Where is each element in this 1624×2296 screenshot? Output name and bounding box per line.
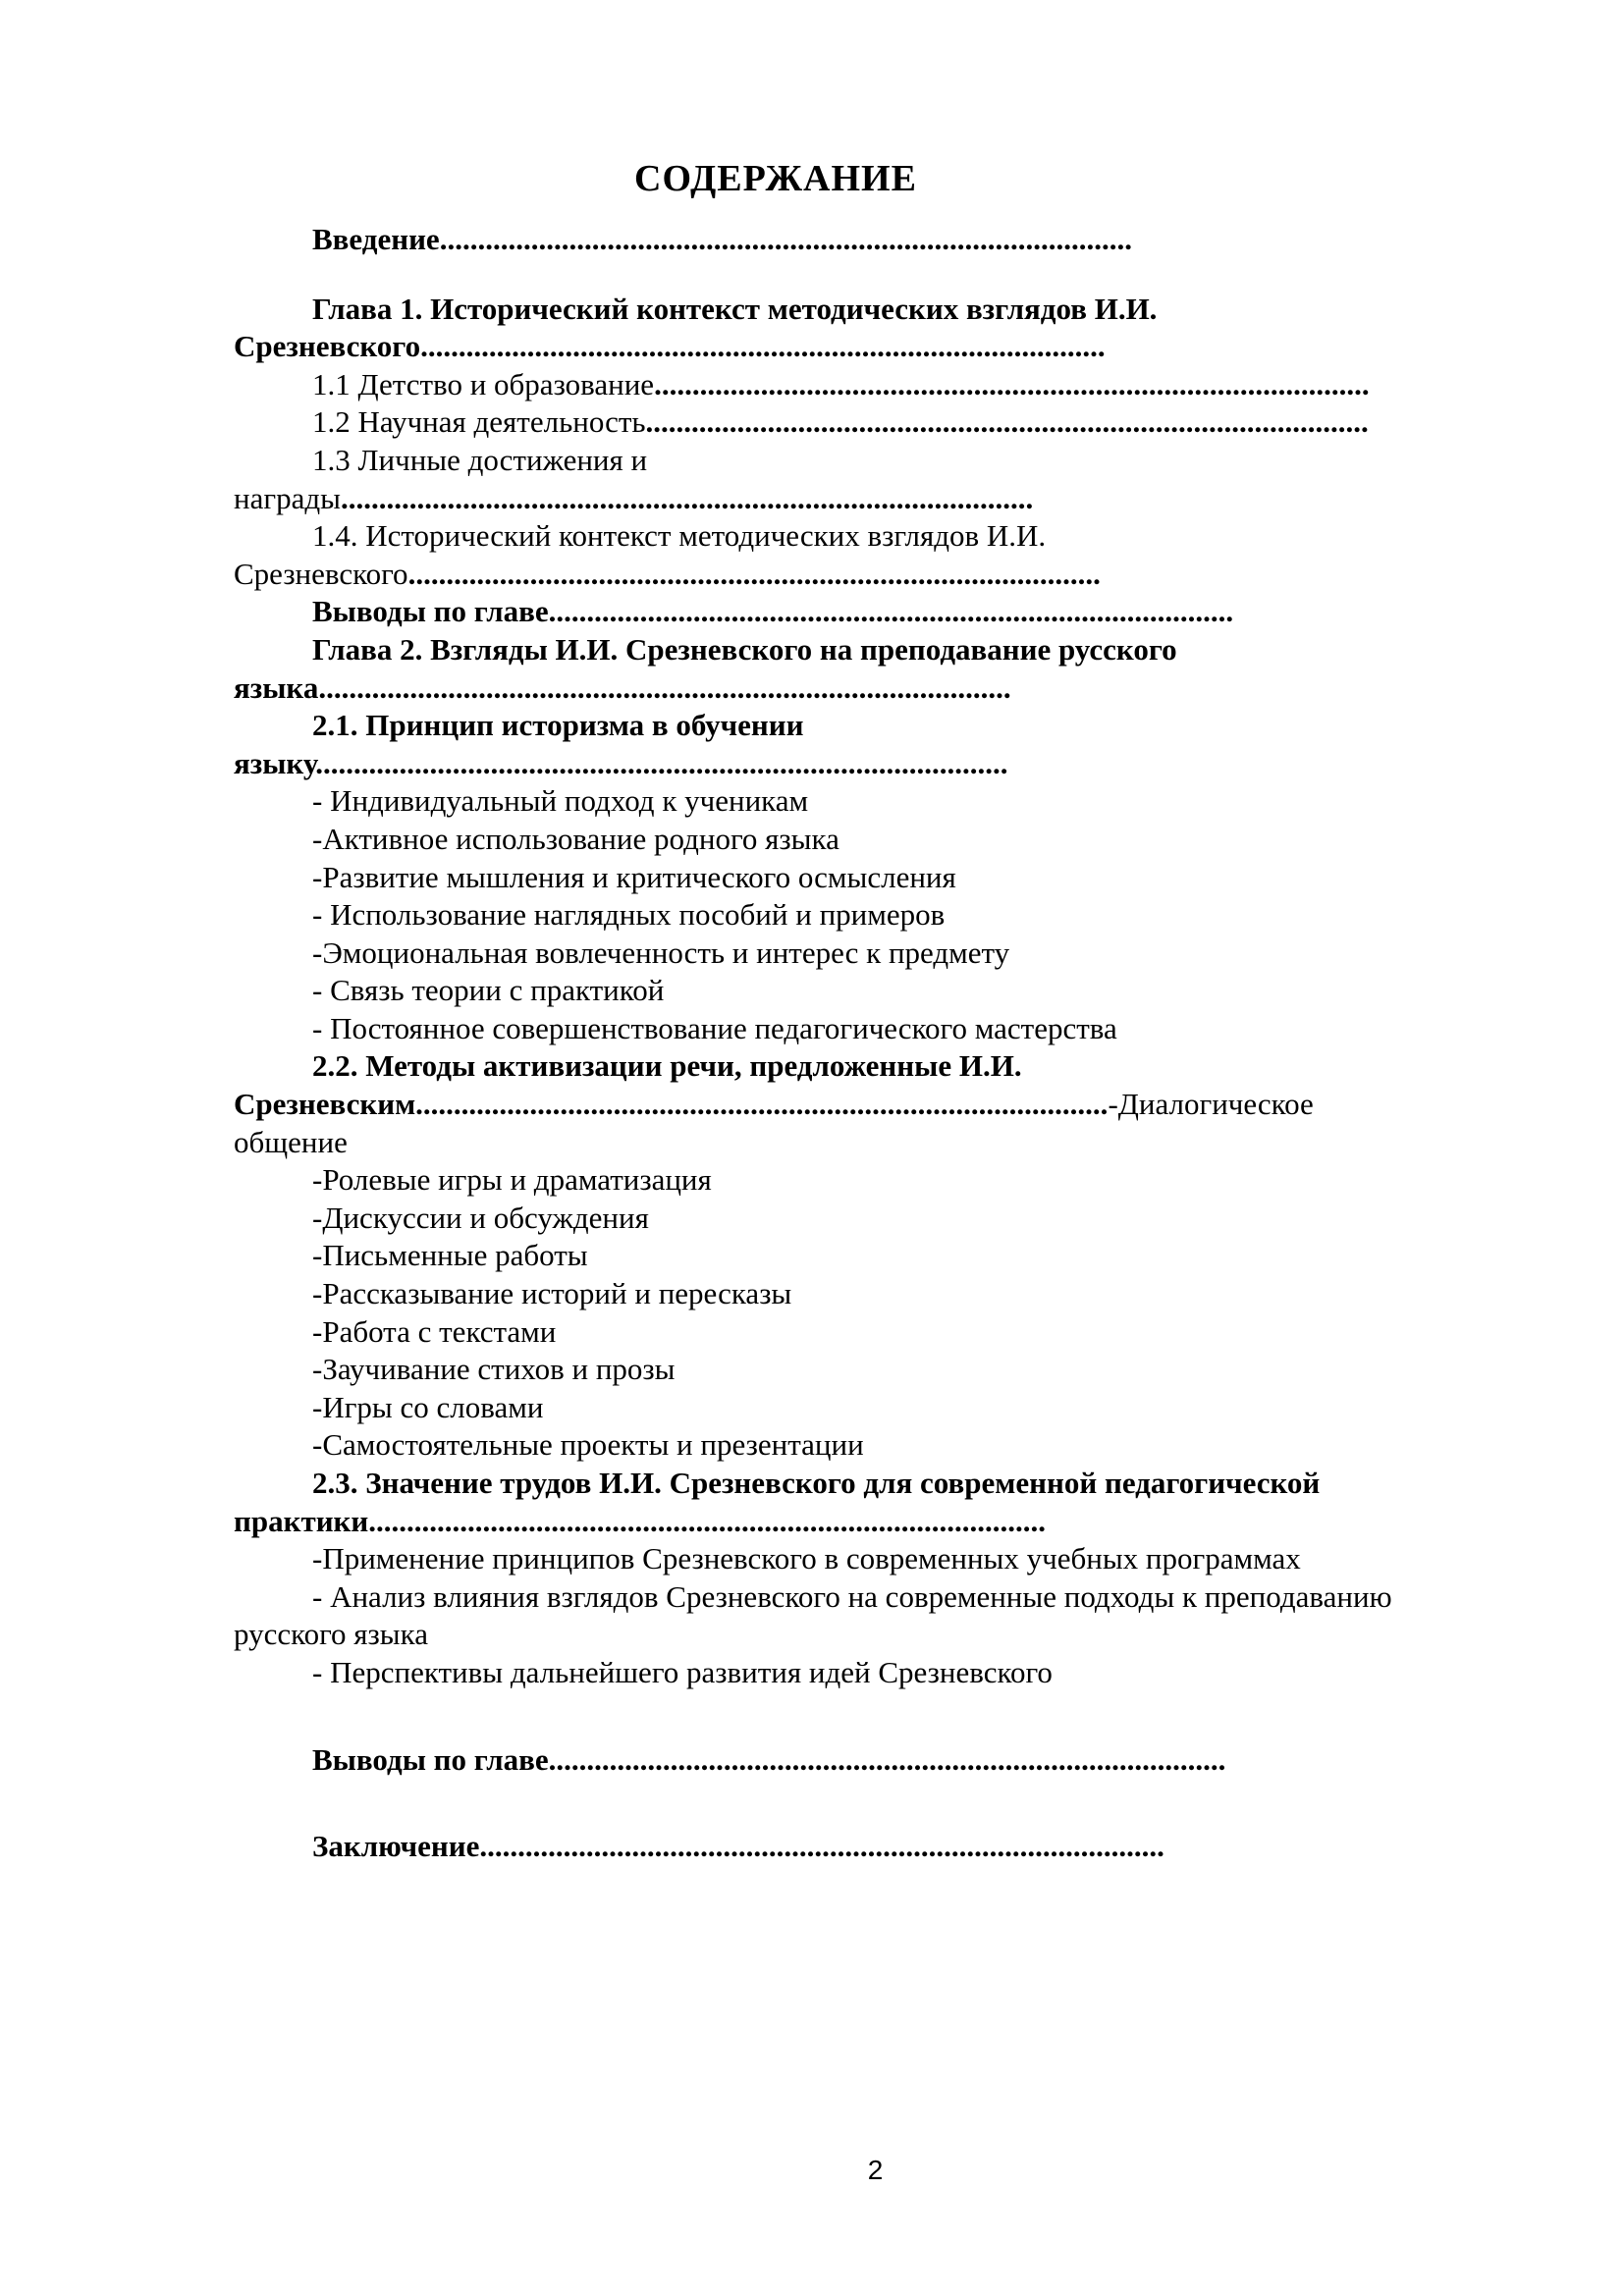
toc-line-text: 1.3 Личные достижения и (312, 442, 648, 477)
toc-line-text: -Эмоциональная вовлеченность и интерес к предмету (312, 934, 1010, 970)
toc-line-text: Введение........................................................................................... (312, 222, 1132, 256)
toc-line-text: - Связь теории с практикой (312, 973, 665, 1008)
toc-line-text: - Использование наглядных пособий и примеров (312, 897, 946, 933)
toc-line (234, 745, 1510, 783)
toc-line-text: - Постоянное совершенствование педагогического мастерства (312, 1010, 1117, 1045)
toc-line (234, 669, 1510, 708)
toc-line-text: -Работа с текстами (312, 1313, 557, 1349)
toc-line (234, 328, 1510, 366)
toc-line-text: -Письменные работы (312, 1238, 588, 1273)
toc-line (234, 1200, 1510, 1238)
toc-line (234, 1237, 1510, 1275)
toc-line (234, 859, 1510, 897)
toc-line-text: 1.4. Исторический контекст методических взглядов И.И. (312, 518, 1047, 554)
toc-line (234, 1426, 1510, 1465)
toc-line-text: Выводы по главе......................................................................................... (312, 1741, 1226, 1777)
toc-line-text: Срезневским........................................................................................... (234, 1087, 1109, 1122)
toc-line (234, 1828, 1510, 1866)
toc-leader-dots: ........................................................................................... (407, 556, 1101, 591)
toc-line-text: 2.3. Значение трудов И.И. Срезневского для современной педагогической (312, 1466, 1321, 1500)
toc-line (234, 782, 1510, 821)
toc-line (234, 1503, 1510, 1541)
toc-line (234, 517, 1510, 556)
toc-line (234, 1351, 1510, 1389)
toc-line-text: -Заучивание стихов и прозы (312, 1352, 676, 1387)
toc-line (234, 1741, 1510, 1780)
toc-line-text: Выводы по главе.......................................................................................... (312, 594, 1234, 629)
toc-line-text: языка........................................................................................... (234, 669, 1011, 705)
toc-line (234, 896, 1510, 934)
toc-line-text: 1.1 Детство и образование (312, 366, 655, 401)
spacer (234, 1692, 1510, 1741)
toc-line (234, 821, 1510, 859)
toc-line (234, 1616, 1510, 1654)
toc-line (234, 1010, 1510, 1048)
toc-line (234, 1313, 1510, 1352)
toc-line (234, 1465, 1510, 1503)
toc-line-text: языку........................................................................................... (234, 745, 1008, 780)
toc-line-text: -Применение принципов Срезневского в современных учебных программах (312, 1541, 1301, 1576)
toc-leader-dots: ........................................................................................... (340, 480, 1034, 515)
toc-line-text: Срезневского.......................................................................................... (234, 329, 1106, 364)
page-title: СОДЕРЖАНИЕ (634, 158, 917, 199)
toc-line (234, 366, 1510, 404)
toc-line (234, 1047, 1510, 1086)
toc-line (234, 1086, 1510, 1124)
toc-line-text: 1.2 Научная деятельность (312, 404, 646, 440)
table-of-contents (234, 221, 1510, 1866)
spacer (234, 1779, 1510, 1828)
toc-line (234, 934, 1510, 973)
toc-line-text: 2.1. Принцип историзма в обучении (312, 708, 804, 743)
toc-line-text: практики......................................................................................... (234, 1503, 1047, 1538)
toc-line (234, 1654, 1510, 1692)
toc-line-text: -Игры со словами (312, 1389, 544, 1424)
toc-line-text: - Перспективы дальнейшего развития идей Срезневского (312, 1654, 1053, 1689)
toc-line-tail: -Диалогическое (1108, 1087, 1314, 1122)
toc-line (234, 1540, 1510, 1578)
toc-line (234, 403, 1510, 442)
toc-line (234, 631, 1510, 669)
spacer (234, 259, 1510, 291)
toc-line (234, 1389, 1510, 1427)
toc-line (234, 1578, 1510, 1617)
toc-line (234, 1124, 1510, 1162)
toc-line-text: -Активное использование родного языка (312, 821, 839, 856)
toc-line-text: Срезневского (234, 556, 408, 591)
page-number: 2 (867, 2155, 884, 2185)
toc-line (234, 291, 1510, 329)
toc-line (234, 972, 1510, 1010)
toc-line-text: -Рассказывание историй и пересказы (312, 1276, 792, 1311)
toc-line-text: награды (234, 480, 341, 515)
toc-line-text: -Ролевые игры и драматизация (312, 1162, 712, 1198)
toc-line-text: Глава 1. Исторический контекст методических взглядов И.И. (312, 291, 1158, 326)
toc-line (234, 1161, 1510, 1200)
toc-line (234, 707, 1510, 745)
toc-line-text: -Самостоятельные проекты и презентации (312, 1427, 864, 1463)
toc-line (234, 556, 1510, 594)
toc-line-text: - Индивидуальный подход к ученикам (312, 783, 809, 819)
toc-line (234, 442, 1510, 480)
toc-line-text: общение (234, 1124, 348, 1159)
toc-line-text: - Анализ влияния взглядов Срезневского на современные подходы к преподаванию (312, 1578, 1392, 1614)
toc-line-text: Заключение.......................................................................................... (312, 1829, 1164, 1864)
toc-leader-dots: ............................................................................................... (645, 404, 1369, 440)
toc-line (234, 221, 1510, 259)
toc-line-text: Глава 2. Взгляды И.И. Срезневского на преподавание русского (312, 631, 1177, 667)
toc-line-text: русского языка (234, 1617, 428, 1652)
toc-line (234, 480, 1510, 518)
toc-line (234, 593, 1510, 631)
toc-line-text: -Дискуссии и обсуждения (312, 1200, 649, 1235)
toc-leader-dots: .............................................................................................. (654, 366, 1370, 401)
toc-line (234, 1275, 1510, 1313)
toc-line-text: -Развитие мышления и критического осмысления (312, 859, 956, 894)
toc-line-text: 2.2. Методы активизации речи, предложенные И.И. (312, 1048, 1022, 1084)
